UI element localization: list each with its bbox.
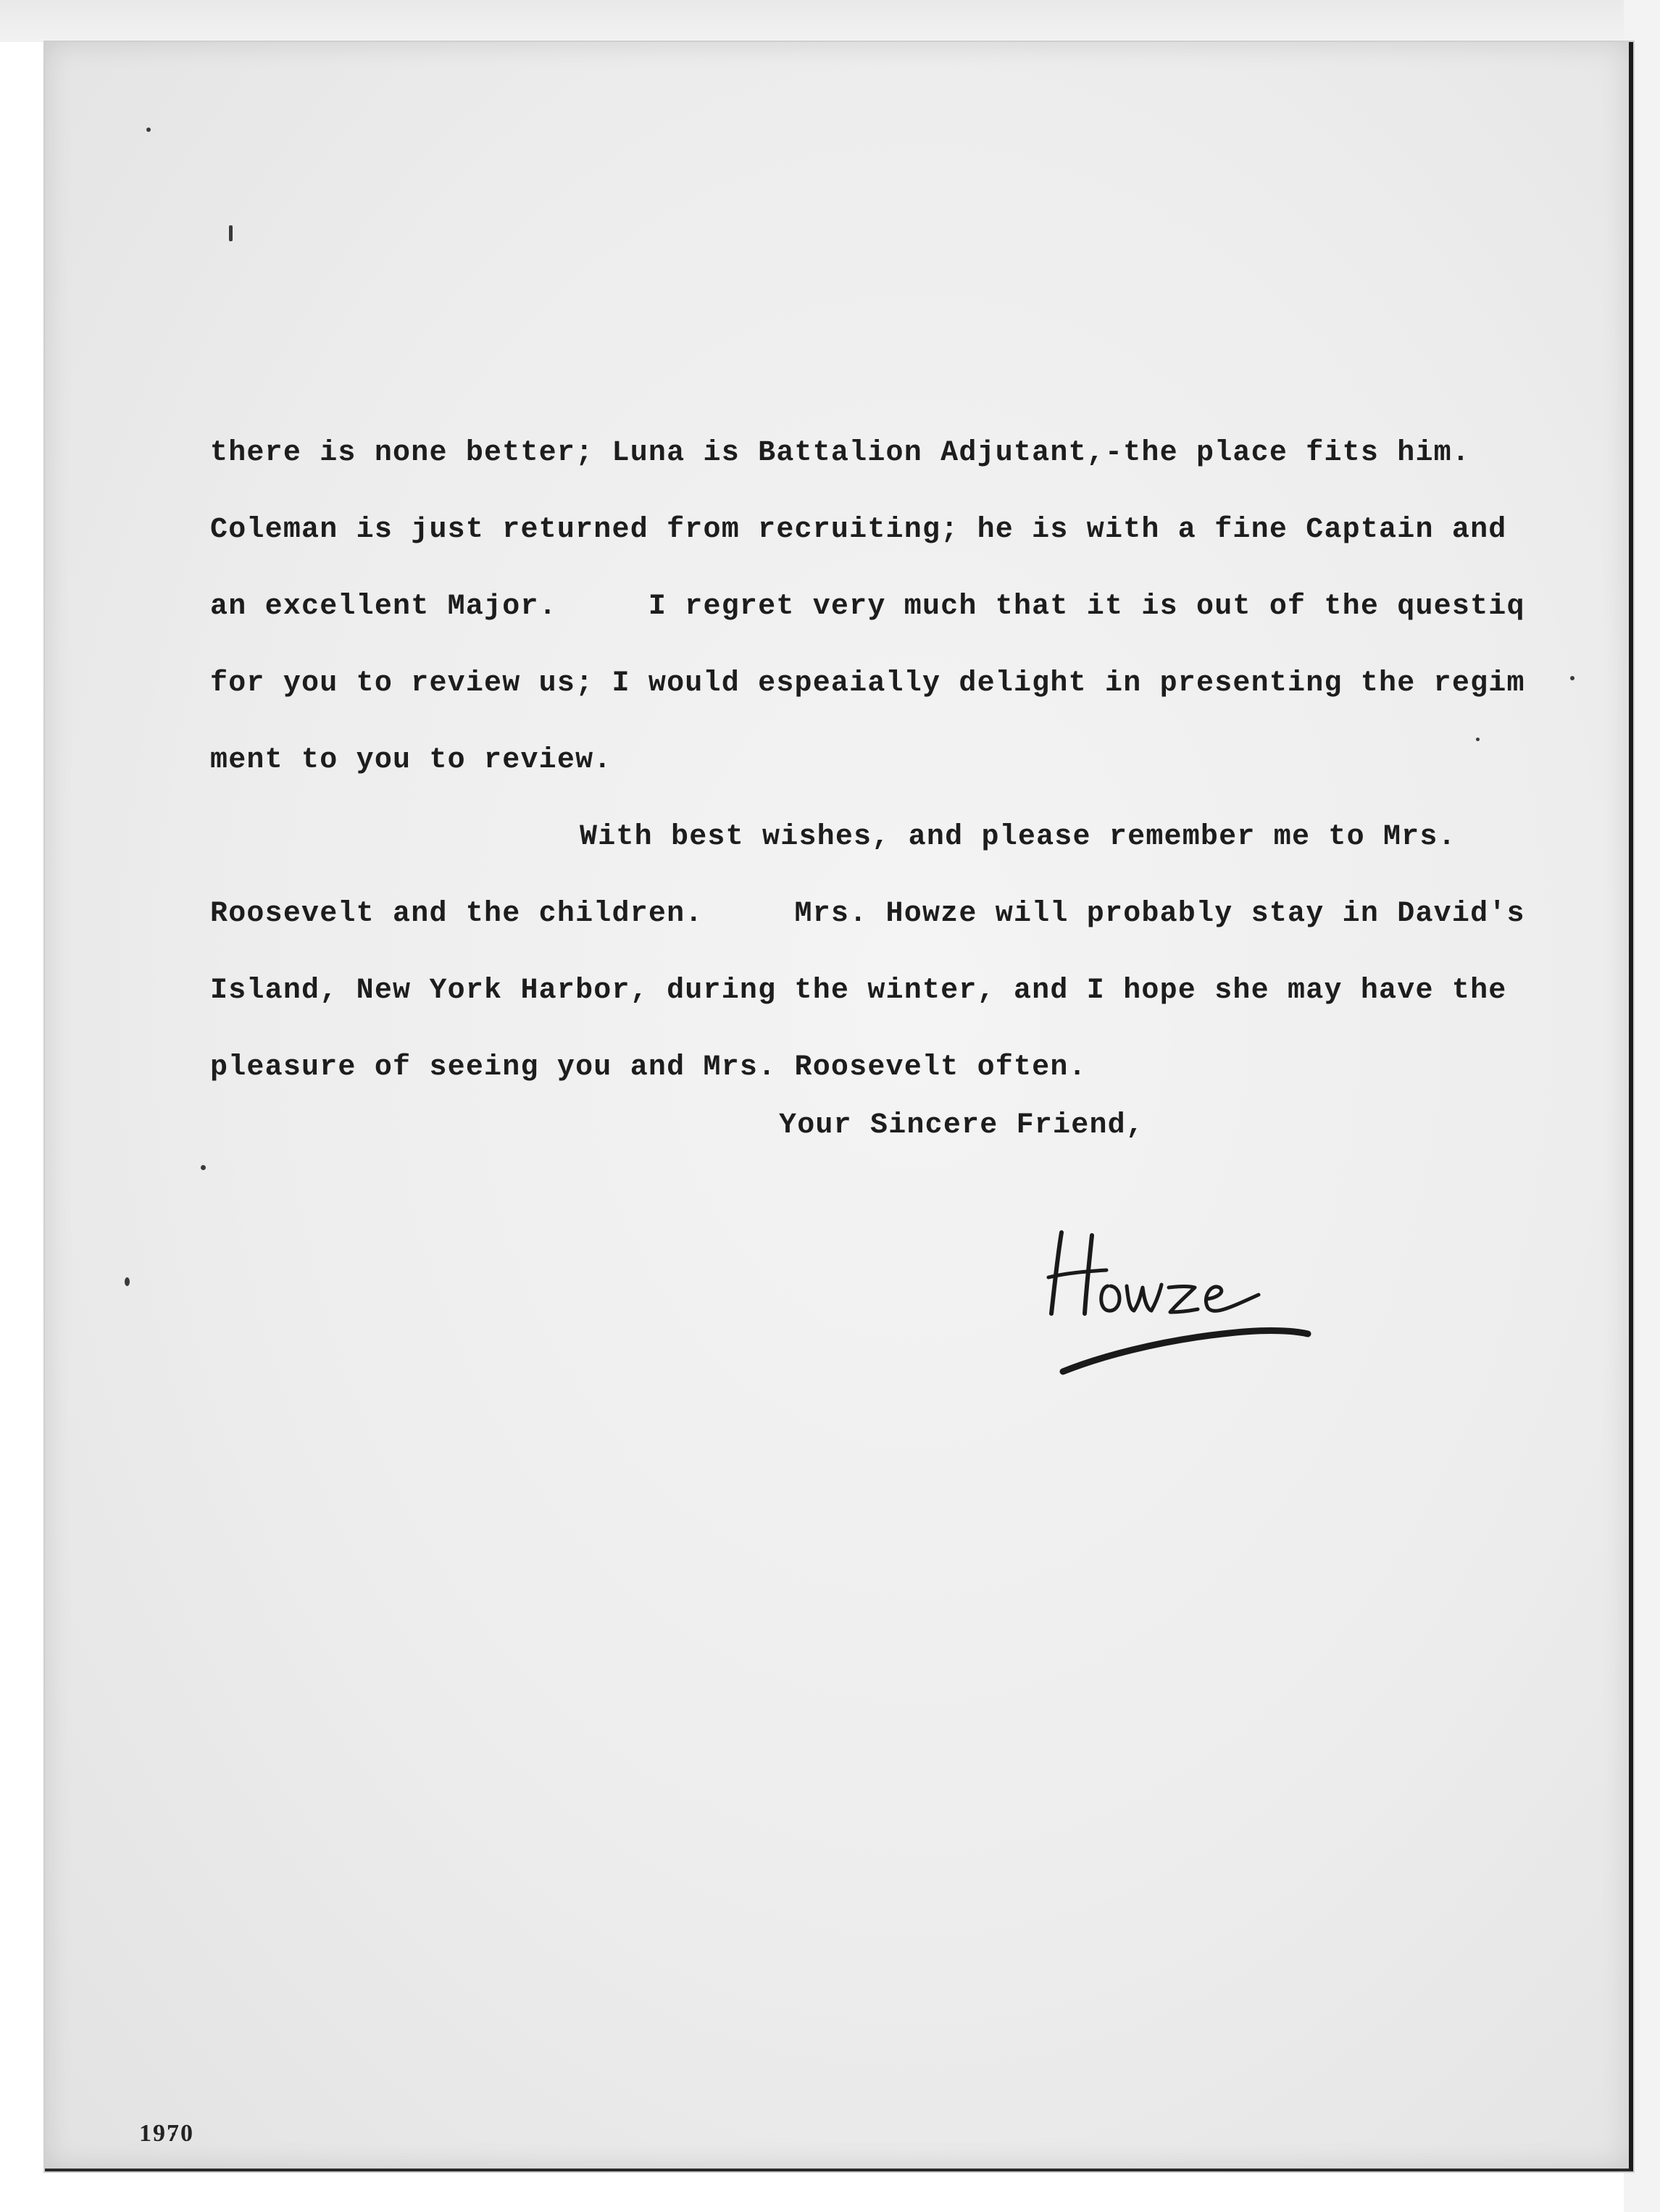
letter-line: an excellent Major. I regret very much that it is out of the questiq bbox=[210, 590, 1525, 623]
signature-howze bbox=[1041, 1219, 1313, 1386]
letter-page bbox=[45, 42, 1633, 2171]
scan-speck bbox=[229, 225, 233, 241]
letter-line: for you to review us; I would espeaially delight in presenting the regim bbox=[210, 667, 1525, 700]
scan-border-top bbox=[0, 0, 1660, 42]
scan-speck bbox=[146, 128, 151, 132]
letter-line: With best wishes, and please remember me to Mrs. bbox=[580, 821, 1456, 854]
letter-line: pleasure of seeing you and Mrs. Roosevelt often. bbox=[210, 1051, 1087, 1084]
page-number: 1970 bbox=[139, 2120, 194, 2147]
letter-line: ment to you to review. bbox=[210, 744, 612, 777]
letter-body bbox=[210, 415, 1630, 1106]
letter-line: Roosevelt and the children. Mrs. Howze will probably stay in David's bbox=[210, 898, 1525, 930]
scan-speck bbox=[125, 1277, 130, 1286]
closing-salutation: Your Sincere Friend, bbox=[779, 1109, 1145, 1142]
letter-line: Coleman is just returned from recruiting; he is with a fine Captain and bbox=[210, 514, 1507, 546]
letter-line: there is none better; Luna is Battalion Adjutant,-the place fits him. bbox=[210, 437, 1471, 469]
scan-speck bbox=[201, 1165, 206, 1170]
letter-line: Island, New York Harbor, during the winter, and I hope she may have the bbox=[210, 974, 1507, 1007]
